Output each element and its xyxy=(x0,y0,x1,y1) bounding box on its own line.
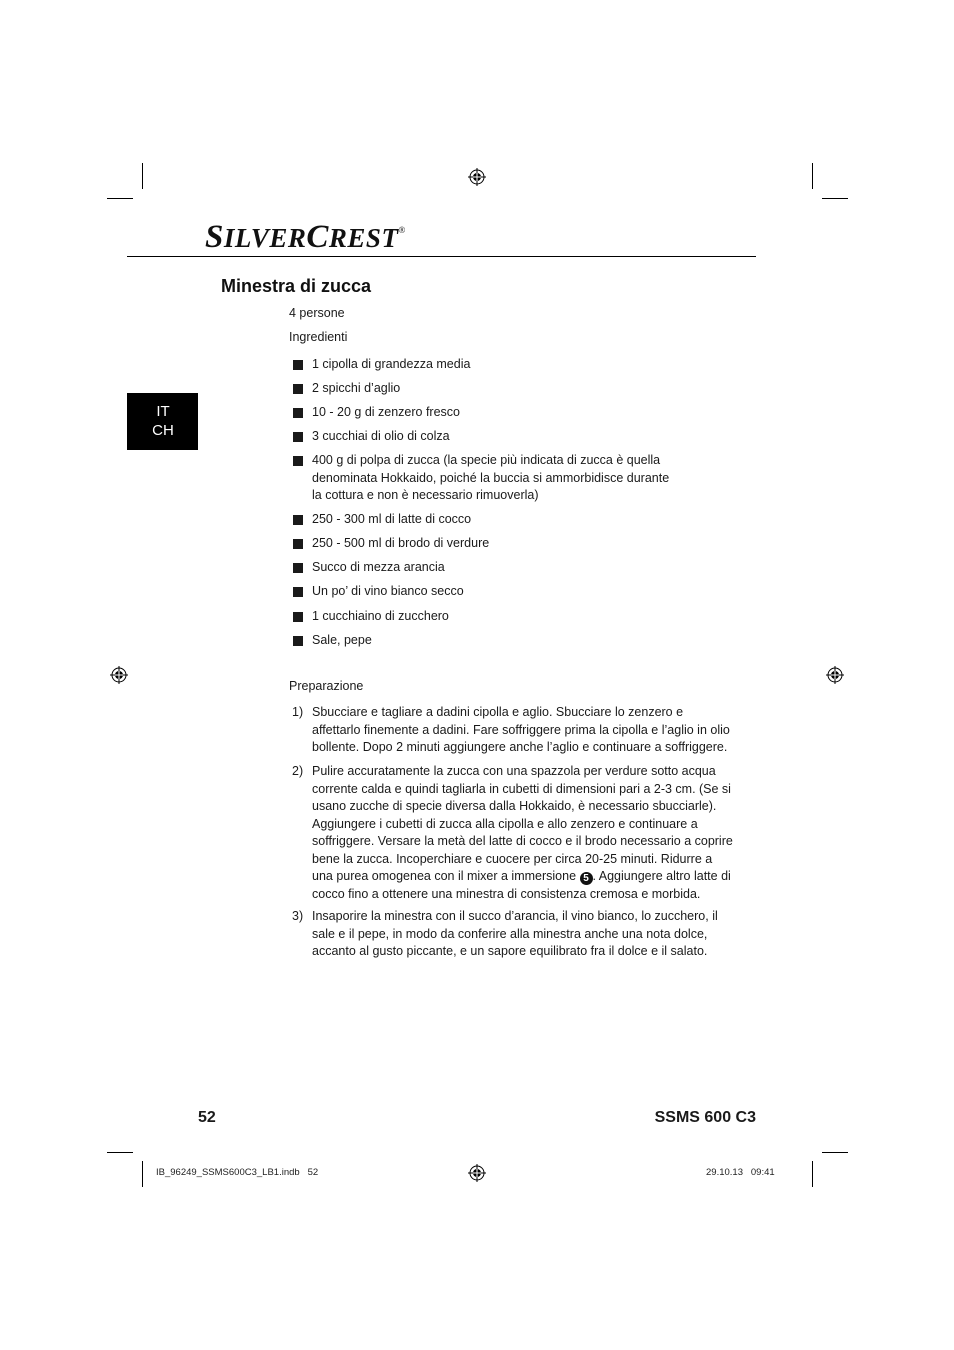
step-text: Insaporire la minestra con il succo d’arancia, il vino bianco, lo zucchero, il sale e il pepe, in modo da conferire alla minestra anche una nota dolce, accanto al gusto piccante, e un sapore equilibrato fra il dolce e il salato. xyxy=(312,909,718,958)
language-code-it: IT xyxy=(156,403,170,420)
step-number: 3) xyxy=(292,909,304,923)
ingredients-heading: Ingredienti xyxy=(289,330,348,344)
list-item: 1 cipolla di grandezza media xyxy=(312,357,471,371)
header-rule xyxy=(127,256,756,257)
bullet-square-icon xyxy=(293,515,303,525)
step-text: Sbucciare e tagliare a dadini cipolla e aglio. Sbucciare lo zenzero e affettarlo finemente a dadini. Fare soffriggere prima la cipolla e l’aglio in olio bollente. Dopo 2 minuti aggiungere anche l’aglio e continuare a soffriggere. xyxy=(312,705,730,754)
bullet-square-icon xyxy=(293,384,303,394)
slug-filename: IB_96249_SSMS600C3_LB1.indb 52 xyxy=(156,1167,319,1178)
list-item: Sale, pepe xyxy=(312,633,372,647)
step-number: 1) xyxy=(292,705,304,719)
language-code-ch: CH xyxy=(152,422,174,439)
list-item: 2 spicchi d’aglio xyxy=(312,381,401,395)
crop-mark xyxy=(107,198,133,199)
bullet-square-icon xyxy=(293,587,303,597)
list-item: 10 - 20 g di zenzero fresco xyxy=(312,405,460,419)
crop-mark xyxy=(142,1161,143,1187)
bullet-square-icon xyxy=(293,563,303,573)
bullet-square-icon xyxy=(293,456,303,466)
list-item: Un po’ di vino bianco secco xyxy=(312,584,464,598)
step-text-part: . Aggiungere altro latte di cocco fino a ottenere una minestra di consistenza cremosa e morbida. xyxy=(312,869,731,901)
crop-mark xyxy=(822,1152,848,1153)
bullet-square-icon xyxy=(293,612,303,622)
bullet-square-icon xyxy=(293,636,303,646)
slug-date: 29.10.13 09:41 xyxy=(706,1167,775,1178)
crop-mark xyxy=(142,163,143,189)
list-item: 1 cucchiaino di zucchero xyxy=(312,609,449,623)
registration-mark-icon xyxy=(468,168,486,186)
crop-mark xyxy=(107,1152,133,1153)
bullet-square-icon xyxy=(293,360,303,370)
model-number: SSMS 600 C3 xyxy=(654,1109,756,1126)
part-reference-badge: 5 xyxy=(580,872,593,885)
page-title: Minestra di zucca xyxy=(221,276,372,296)
crop-mark xyxy=(812,163,813,189)
page-number: 52 xyxy=(198,1109,216,1126)
registration-mark-icon xyxy=(110,666,128,684)
silvercrest-logo: SILVERCREST® xyxy=(205,219,406,255)
list-item: 400 g di polpa di zucca (la specie più indicata di zucca è quella denominata Hokkaido, poiché la buccia si ammorbidisce durante la cottura e non è necessario rimuoverla) xyxy=(312,453,670,502)
step-number: 2) xyxy=(292,764,304,778)
list-item: 250 - 300 ml di latte di cocco xyxy=(312,512,472,526)
language-tab xyxy=(127,393,198,450)
crop-mark xyxy=(812,1161,813,1187)
servings: 4 persone xyxy=(289,306,345,320)
bullet-square-icon xyxy=(293,408,303,418)
registration-mark-icon xyxy=(826,666,844,684)
bullet-square-icon xyxy=(293,539,303,549)
registration-mark-icon xyxy=(468,1164,486,1182)
crop-mark xyxy=(822,198,848,199)
list-item: 3 cucchiai di olio di colza xyxy=(312,429,450,443)
bullet-square-icon xyxy=(293,432,303,442)
list-item: 250 - 500 ml di brodo di verdure xyxy=(312,536,490,550)
list-item: Succo di mezza arancia xyxy=(312,560,445,574)
preparation-heading: Preparazione xyxy=(289,679,364,693)
step-text xyxy=(312,763,736,903)
step-text-part: Pulire accuratamente la zucca con una spazzola per verdure sotto acqua corrente calda e quindi tagliarla in cubetti di dimensioni pari a 2-3 cm. (Se si usano zucche di specie diversa dalla Hokkaido, è necessario sbucciarle). Aggiungere i cubetti di zucca alla cipolla e allo zenzero e continuare a soffriggere. Versare la metà del latte di cocco e il brodo necessario a coprire bene la zucca. Incoperchiare e cuocere per circa 20-25 minuti. Ridurre a una purea omogenea con il mixer a immersione xyxy=(312,764,733,883)
